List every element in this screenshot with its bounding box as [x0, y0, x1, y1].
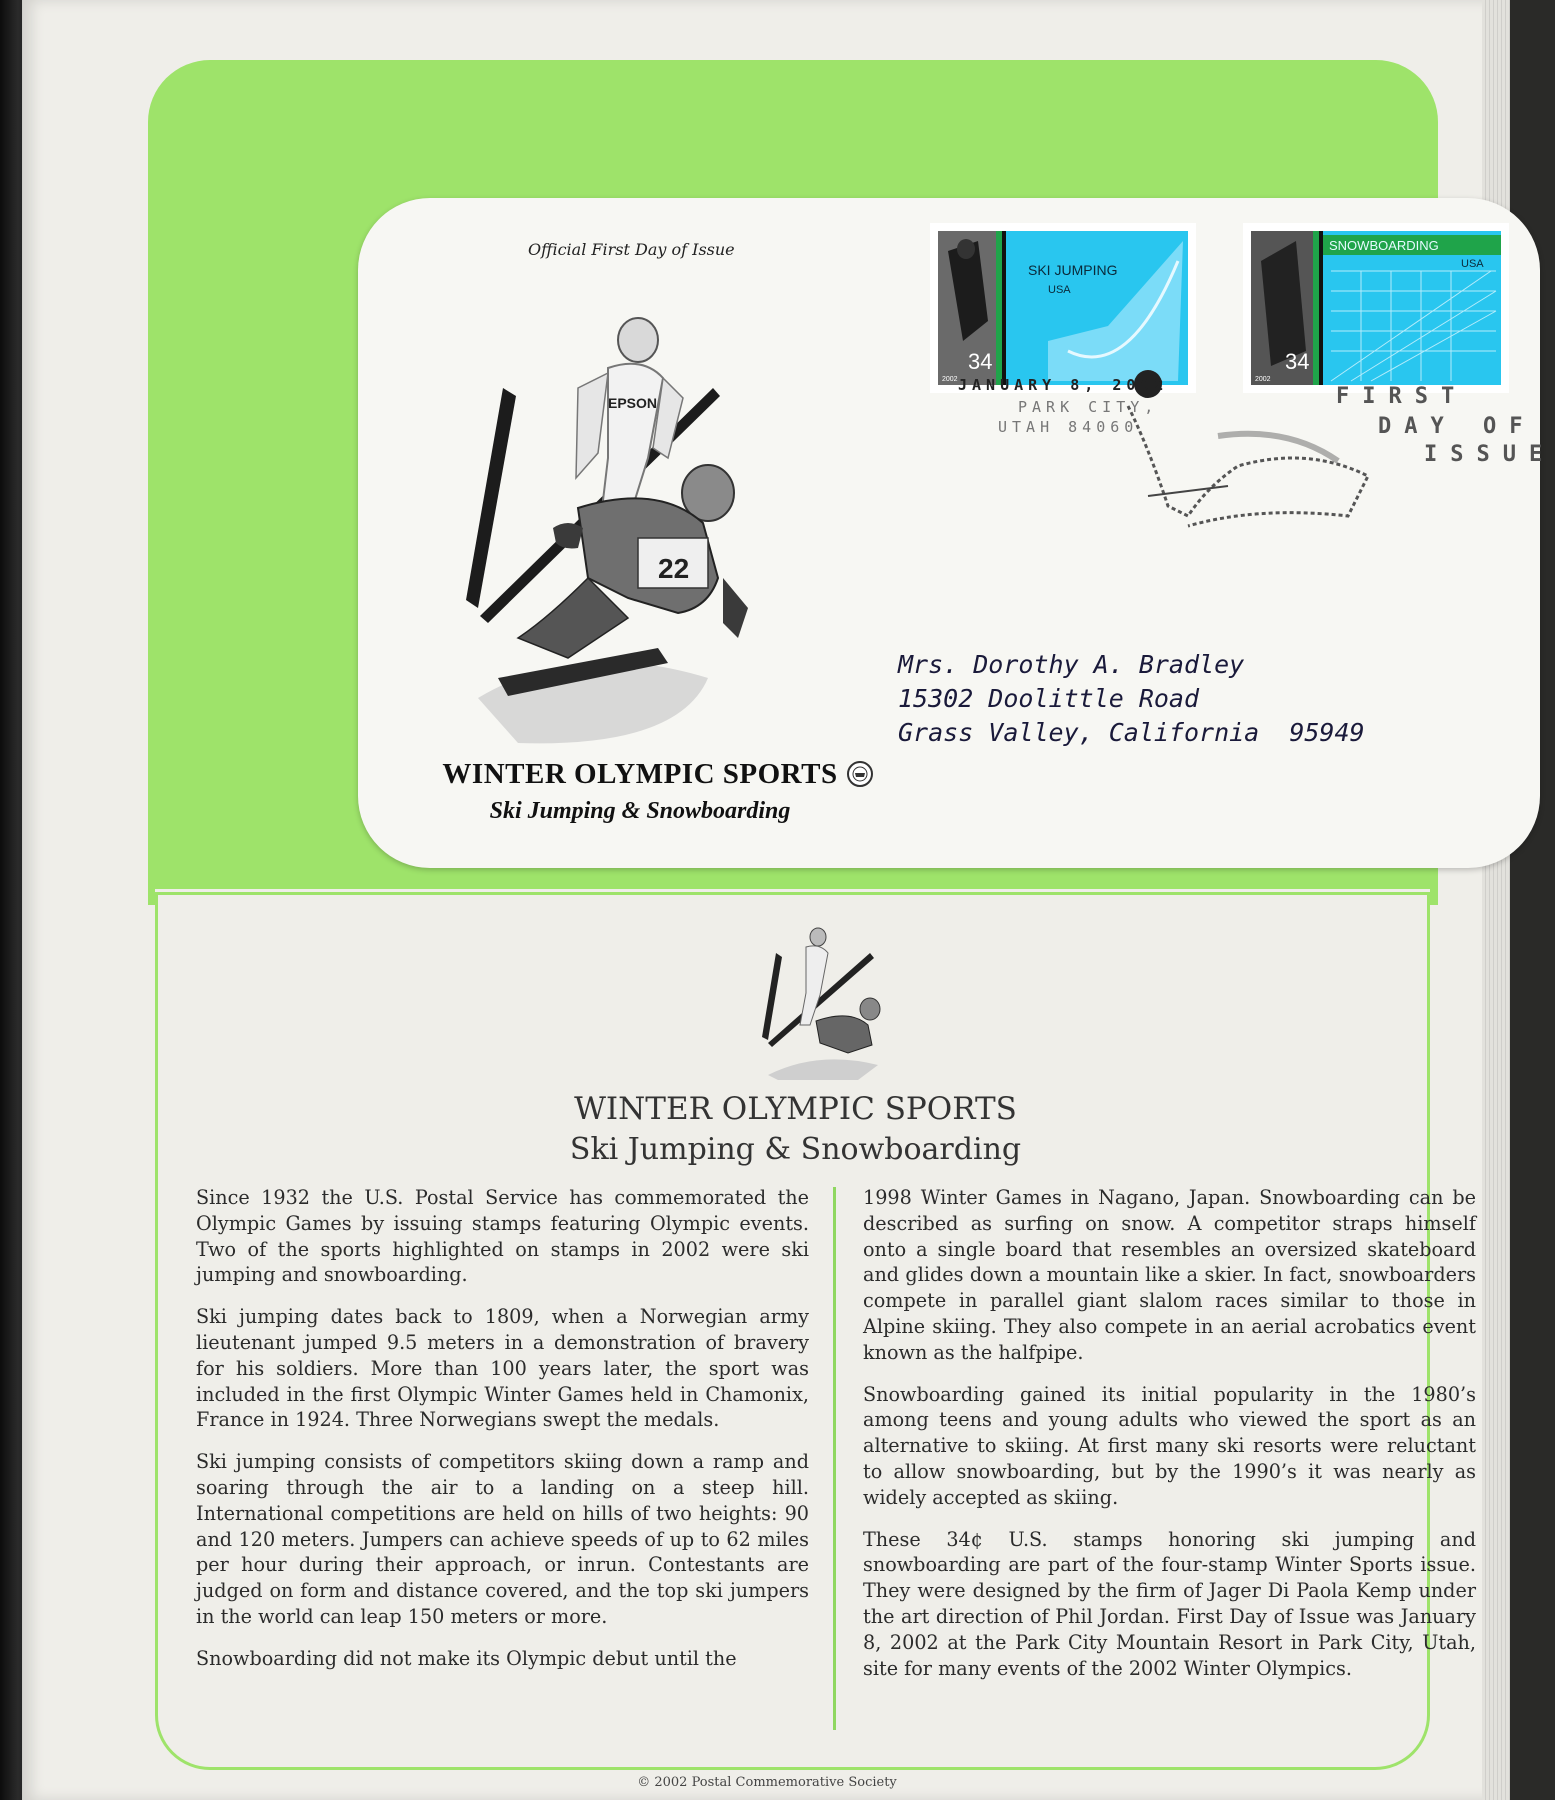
address-street: 15302 Doolittle Road	[898, 684, 1200, 713]
right-column	[863, 1185, 1476, 1697]
stamp-country: USA	[1048, 284, 1071, 296]
postmark-first: FIRST	[1336, 384, 1468, 409]
green-mat	[148, 60, 1555, 905]
paragraph: Snowboarding gained its initial popularity in the 1980’s among teens and young adults who viewed the sport as an alternative to skiing. At first many ski resorts were reluctant to allow snowboarding, but by the 1990’s it was nearly as widely accepted as skiing.	[863, 1382, 1476, 1509]
column-divider	[833, 1187, 836, 1730]
svg-text:22: 22	[658, 553, 690, 584]
insert-title: WINTER OLYMPIC SPORTS	[574, 1091, 1017, 1127]
insert-subtitle: Ski Jumping & Snowboarding	[569, 1132, 1022, 1167]
cover-tagline: Official First Day of Issue	[528, 240, 735, 259]
mailing-address	[898, 648, 1365, 750]
info-insert	[155, 892, 1476, 1770]
postmark-issue: ISSUE	[1424, 442, 1555, 467]
paragraph: 1998 Winter Games in Nagano, Japan. Snowboarding can be described as surfing on snow. A competitor straps himself onto a single board that resembles an oversized skateboard and glides down a mountain like a skier. In fact, snowboarders compete in parallel giant slalom races similar to those in Alpine skiing. They also compete in an aerial acrobatics event known as the halfpipe.	[863, 1186, 1476, 1364]
paragraph: These 34¢ U.S. stamps honoring ski jumping and snowboarding are part of the four-stamp Winter Sports issue. They were designed by the firm of Jager Di Paola Kemp under the art direction of Phil Jordan. First Day of Issue was January 8, 2002 at the Park City Mountain Resort in Park City, Utah, site for many events of the 2002 Winter Olympics.	[863, 1527, 1476, 1680]
postmark-date: JANUARY 8, 2002	[958, 376, 1169, 394]
svg-text:EPSON: EPSON	[608, 395, 658, 411]
stamp-year: 2002	[1255, 376, 1271, 383]
postmark-city: PARK CITY,	[1018, 398, 1159, 416]
postmark-state-zip: UTAH 84060	[998, 418, 1139, 436]
stamp-label-ski-jumping: SKI JUMPING	[1028, 262, 1118, 278]
stamp-country: USA	[1461, 258, 1484, 270]
address-city-state-zip: Grass Valley, California 95949	[898, 718, 1365, 747]
copyright: © 2002 Postal Commemorative Society	[637, 1775, 897, 1790]
cover-subtitle: Ski Jumping & Snowboarding	[489, 798, 791, 824]
postmark	[958, 376, 1555, 666]
album-page	[22, 0, 1555, 1800]
paragraph: Snowboarding did not make its Olympic debut until the	[196, 1646, 737, 1670]
stamp-year: 2002	[942, 376, 958, 383]
first-day-cover	[358, 198, 1555, 868]
paragraph: Since 1932 the U.S. Postal Service has commemorated the Olympic Games by issuing stamps featuring Olympic events. Two of the sports highlighted on stamps in 2002 were ski jumping and snowboarding.	[196, 1186, 809, 1287]
paragraph: Ski jumping consists of competitors skiing down a ramp and soaring through the air to a landing on a steep hill. International competitions are held on hills of two heights: 90 and 120 meters. Jumpers can achieve speeds of up to 62 miles per hour during their approach, or inrun. Contestants are judged on form and distance covered, and the top ski jumpers in the world can leap 150 meters or more.	[196, 1450, 809, 1628]
stamp-label-snowboarding: SNOWBOARDING	[1329, 238, 1439, 253]
cover-title: WINTER OLYMPIC SPORTS	[442, 758, 838, 790]
stamp-denomination: 34	[968, 349, 993, 374]
paragraph: Ski jumping dates back to 1809, when a Norwegian army lieutenant jumped 9.5 meters in a demonstration of bravery for his soldiers. More than 100 years later, the sport was included in the first Olympic Winter Games held in Chamonix, France in 1924. Three Norwegians swept the medals.	[196, 1305, 809, 1432]
postmark-day-of: DAY OF	[1378, 414, 1536, 439]
left-column	[196, 1185, 809, 1688]
stamp-denomination: 34	[1285, 349, 1310, 374]
insert-illustration	[758, 925, 908, 1080]
address-name: Mrs. Dorothy A. Bradley	[898, 650, 1245, 679]
ski-jumper-snowboarder-illustration	[458, 278, 788, 758]
society-seal-icon	[846, 760, 874, 788]
